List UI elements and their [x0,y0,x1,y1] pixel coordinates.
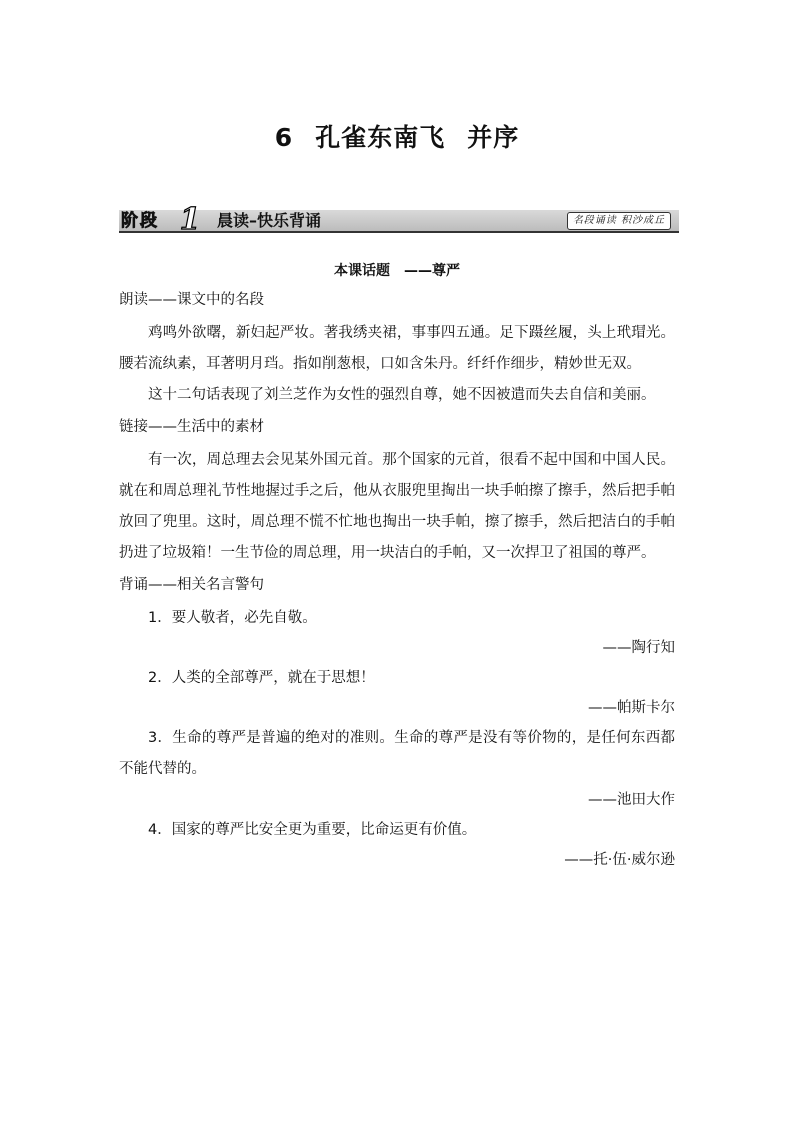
stage-label: 阶段 [121,211,159,231]
quote-text: 2．人类的全部尊严，就在于思想！ [148,670,375,686]
lesson-title-text: 孔雀东南飞 [315,123,446,152]
quote-author: ——托·伍·威尔逊 [564,852,675,868]
lesson-title [0,118,794,154]
section-heading-reading: 朗读——课文中的名段 [119,292,264,308]
quote-author: ——陶行知 [602,640,675,656]
lesson-subtitle: 并序 [467,123,520,152]
section-heading-recite: 背诵——相关名言警句 [119,577,264,593]
quote-text: 4．国家的尊严比安全更为重要，比命运更有价值。 [148,822,477,838]
paragraph-commentary: 这十二句话表现了刘兰芝作为女性的强烈自尊，她不因被遣而失去自信和美丽。 [148,387,656,403]
paragraph-passage: 鸡鸣外欲曙，新妇起严妆。著我绣夹裙，事事四五通。足下蹑丝履，头上玳瑁光。腰若流纨素，耳著明月珰。指如削葱根，口如含朱丹。纤纤作细步，精妙世无双。 [119,325,675,372]
quote-text: 3．生命的尊严是普遍的绝对的准则。生命的尊严是没有等价物的，是任何东西都不能代替的。 [119,730,675,777]
quote-author: ——池田大作 [588,792,675,808]
content-body [119,258,675,875]
quote-author: ——帕斯卡尔 [588,700,675,716]
lesson-number: 6 [274,123,294,152]
section-heading-link: 链接——生活中的素材 [119,419,264,435]
stage-number: 1 [179,202,201,237]
topic-heading: 本课话题 ——尊严 [334,263,460,279]
quote-text: 1．要人敬者，必先自敬。 [148,610,317,626]
banner-title: 晨读–快乐背诵 [217,211,322,230]
paragraph-story: 有一次，周总理去会见某外国元首。那个国家的元首，很看不起中国和中国人民。就在和周总理礼节性地握过手之后，他从衣服兜里掏出一块手帕擦了擦手，然后把手帕放回了兜里。这时，周总理不慌不忙地也掏出一块手帕，擦了擦手，然后把洁白的手帕扔进了垃圾箱！一生节俭的周总理，用一块洁白的手帕，又一次捍卫了祖国的尊严。 [119,452,675,561]
banner-tag: 名段诵读 积沙成丘 [567,212,671,230]
stage-banner [119,202,679,237]
